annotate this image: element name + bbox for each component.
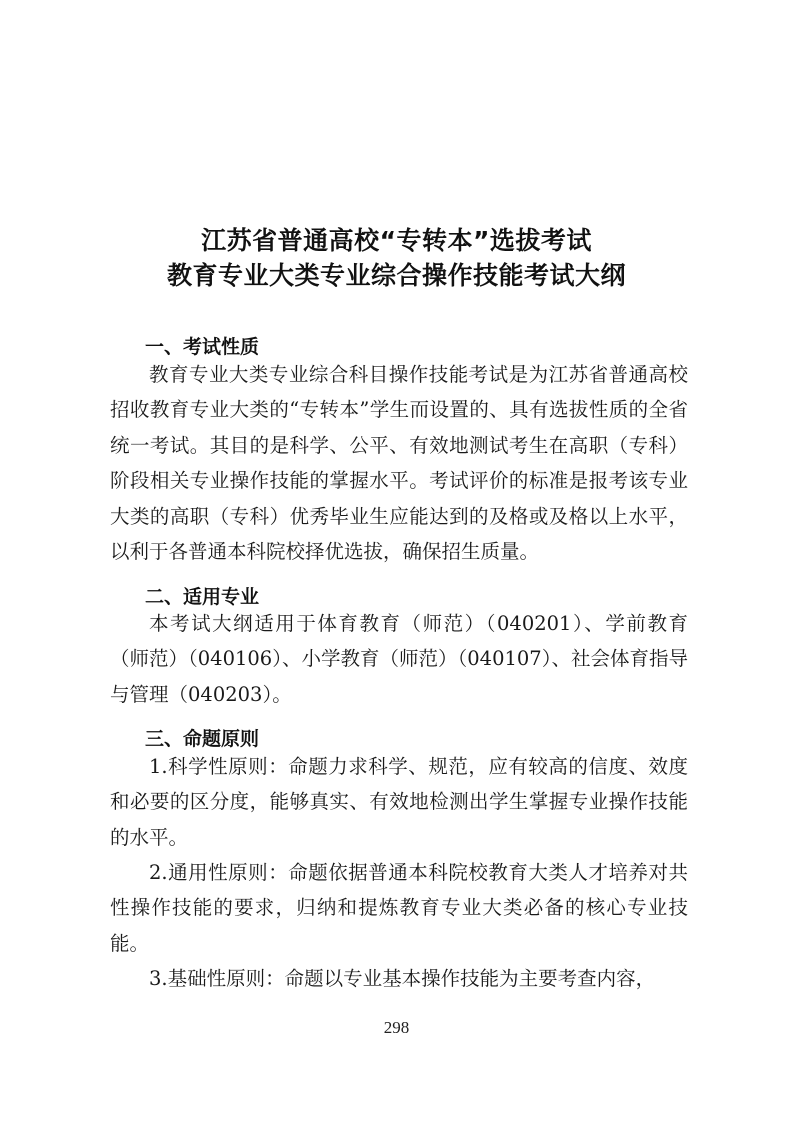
document-title-line2: 教育专业大类专业综合操作技能考试大纲	[166, 261, 626, 290]
paragraph-principle-basic: 3.基础性原则：命题以专业基本操作技能为主要考查内容，	[149, 967, 656, 990]
page-number: 298	[383, 1018, 410, 1037]
paragraph-applicable-majors: 本考试大纲适用于体育教育（师范）（040201）、学前教育（师范）（040106）、小学教育（师范）（040107）、社会体育指导与管理（040203）。	[110, 612, 688, 706]
document-title-line1: 江苏省普通高校“专转本”选拔考试	[201, 226, 592, 255]
paragraph-principle-general: 2.通用性原则：命题依据普通本科院校教育大类人才培养对共性操作技能的要求，归纳和提炼教育专业大类必备的核心专业技能。	[110, 861, 688, 955]
section-heading-nature: 一、考试性质	[145, 336, 260, 358]
section-heading-principles: 三、命题原则	[145, 728, 260, 750]
section-heading-majors: 二、适用专业	[145, 586, 260, 608]
paragraph-principle-scientific: 1.科学性原则：命题力求科学、规范，应有较高的信度、效度和必要的区分度，能够真实、有效地检测出学生掌握专业操作技能的水平。	[110, 755, 688, 849]
paragraph-exam-nature: 教育专业大类专业综合科目操作技能考试是为江苏省普通高校招收教育专业大类的“专转本”学生而设置的、具有选拔性质的全省统一考试。其目的是科学、公平、有效地测试考生在高职（专科）阶段相关专业操作技能的掌握水平。考试评价的标准是报考该专业大类的高职（专科）优秀毕业生应能达到的及格或及格以上水平，以利于各普通本科院校择优选拔，确保招生质量。	[110, 363, 688, 564]
